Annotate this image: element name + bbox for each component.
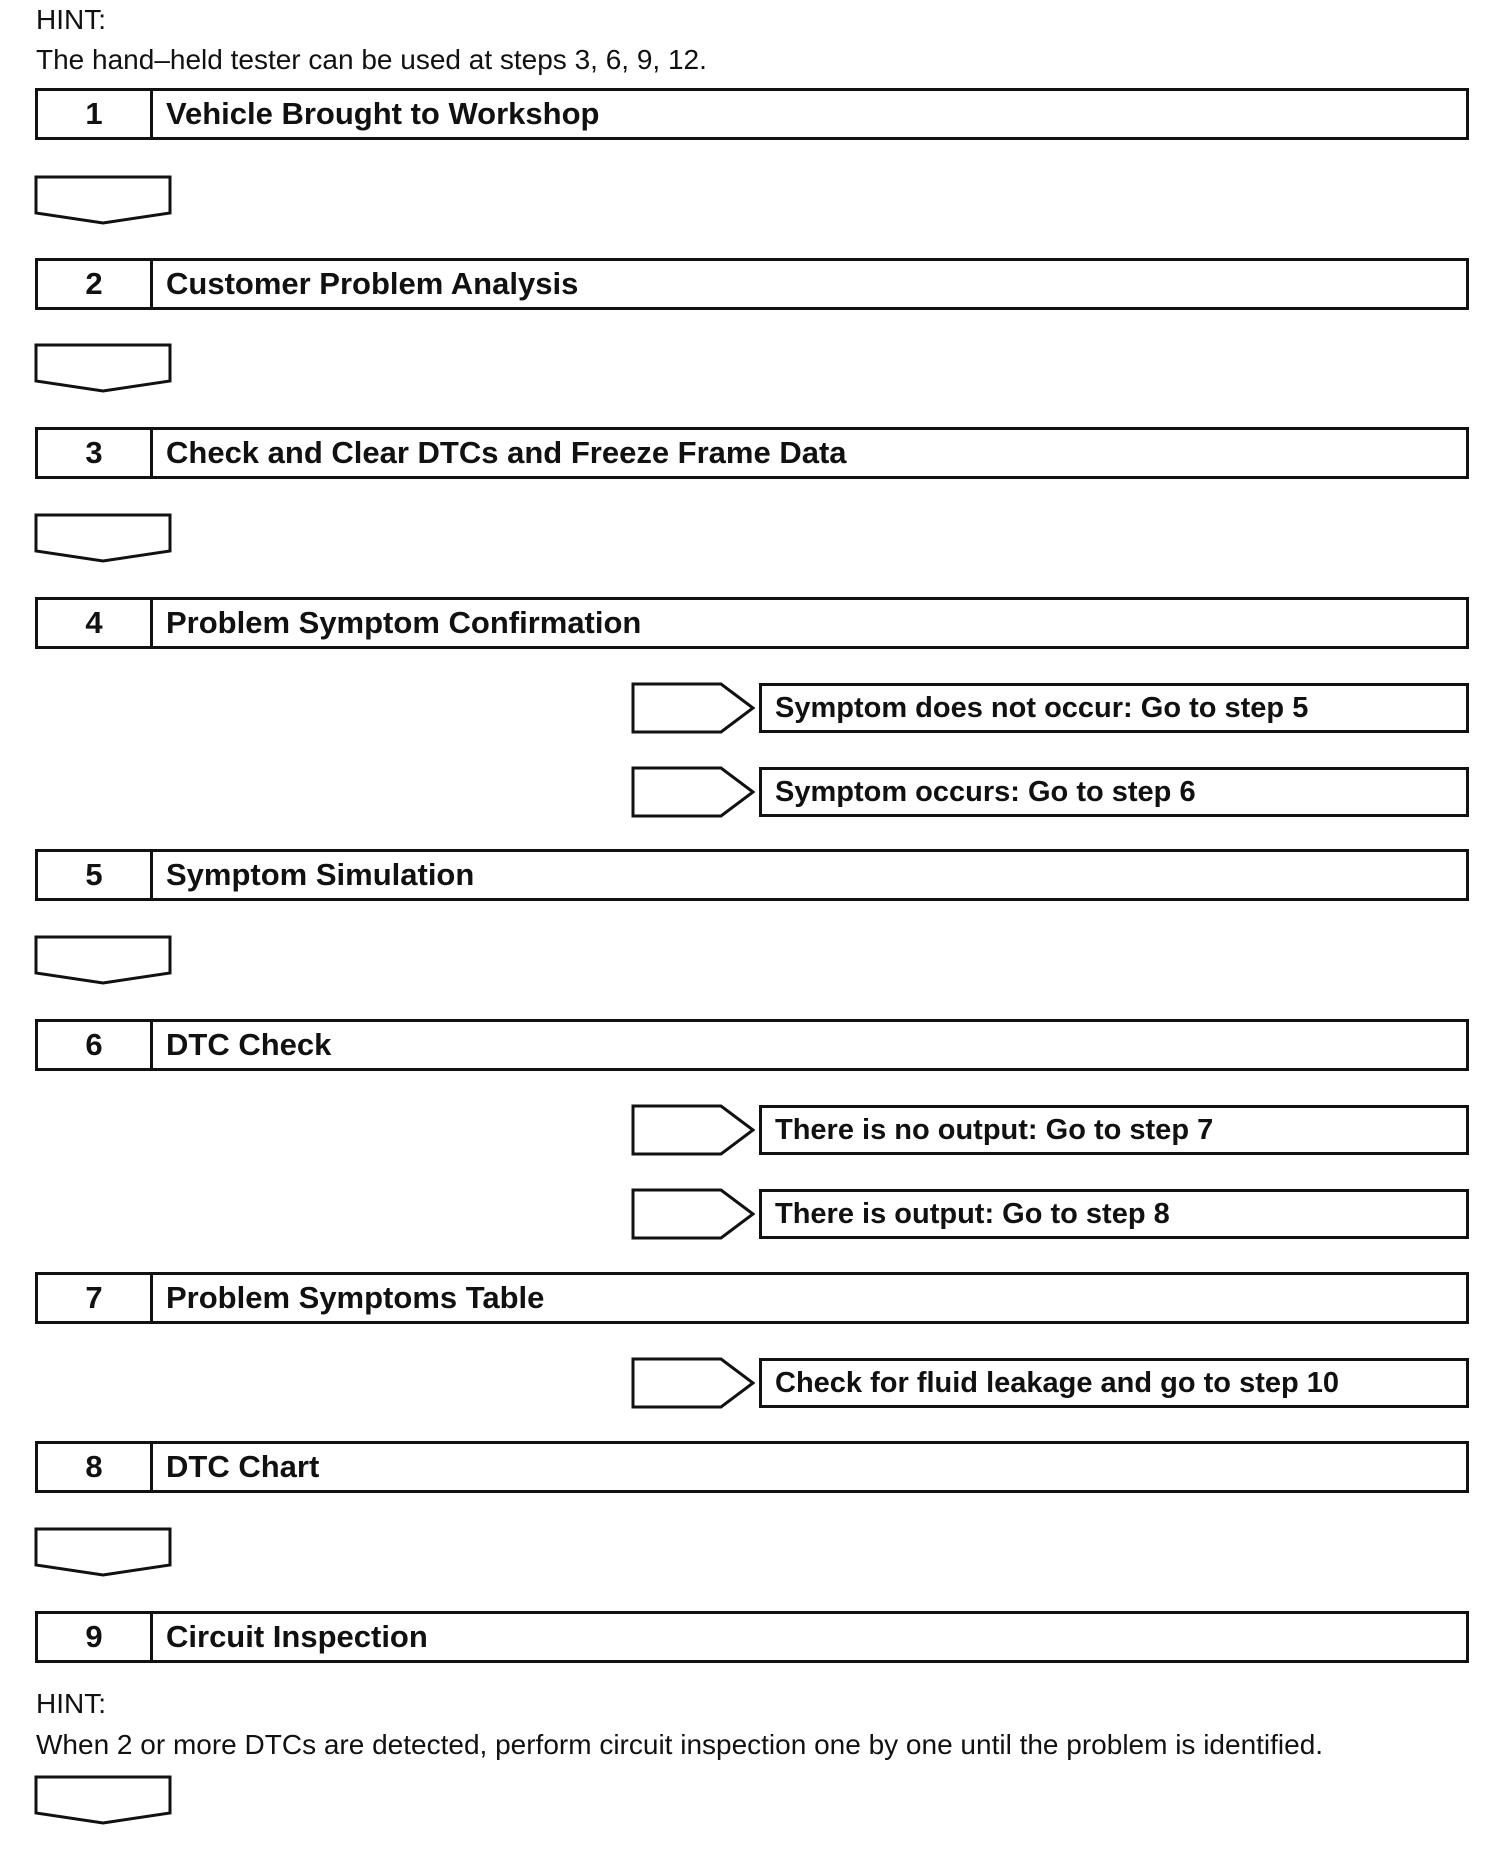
step-5-box xyxy=(35,849,1469,901)
step-6-title: DTC Check xyxy=(166,1027,332,1062)
step-4-result-symptom-occurs: Symptom occurs: Go to step 6 xyxy=(759,767,1469,817)
step-8-title: DTC Chart xyxy=(166,1449,320,1484)
hint-text-bottom: When 2 or more DTCs are detected, perform circuit inspection one by one until the problem is identified. xyxy=(36,1729,1324,1760)
hint-text-top: The hand–held tester can be used at steps 3, 6, 9, 12. xyxy=(36,44,707,75)
step-6-result-no-output: There is no output: Go to step 7 xyxy=(759,1105,1469,1155)
hint-label-bottom: HINT: xyxy=(36,1688,106,1719)
step-4-result-no-symptom: Symptom does not occur: Go to step 5 xyxy=(759,683,1469,733)
step-6-box xyxy=(35,1019,1469,1071)
step-8-box xyxy=(35,1441,1469,1493)
step-3-number: 3 xyxy=(38,430,153,476)
right-arrow-icon xyxy=(631,1104,755,1156)
step-1-box xyxy=(35,88,1469,140)
step-5-title: Symptom Simulation xyxy=(166,857,475,892)
step-4-number: 4 xyxy=(38,600,153,646)
step-2-title: Customer Problem Analysis xyxy=(166,266,579,301)
right-arrow-icon xyxy=(631,1188,755,1240)
right-arrow-icon xyxy=(631,682,755,734)
right-arrow-icon xyxy=(631,766,755,818)
step-1-title: Vehicle Brought to Workshop xyxy=(166,96,600,131)
step-9-box xyxy=(35,1611,1469,1663)
step-4-title: Problem Symptom Confirmation xyxy=(166,605,642,640)
step-7-box xyxy=(35,1272,1469,1324)
step-9-number: 9 xyxy=(38,1614,153,1660)
down-arrow-icon xyxy=(34,175,172,225)
hint-label-top: HINT: xyxy=(36,4,106,35)
step-1-number: 1 xyxy=(38,91,153,137)
down-arrow-icon xyxy=(34,343,172,393)
down-arrow-icon xyxy=(34,1775,172,1825)
down-arrow-icon xyxy=(34,1527,172,1577)
step-9-title: Circuit Inspection xyxy=(166,1619,428,1654)
step-8-number: 8 xyxy=(38,1444,153,1490)
down-arrow-icon xyxy=(34,513,172,563)
step-2-number: 2 xyxy=(38,261,153,307)
step-7-number: 7 xyxy=(38,1275,153,1321)
step-3-title: Check and Clear DTCs and Freeze Frame Data xyxy=(166,435,847,470)
step-2-box xyxy=(35,258,1469,310)
step-7-title: Problem Symptoms Table xyxy=(166,1280,545,1315)
step-3-box xyxy=(35,427,1469,479)
down-arrow-icon xyxy=(34,935,172,985)
step-6-number: 6 xyxy=(38,1022,153,1068)
step-7-result-fluid-leakage: Check for fluid leakage and go to step 10 xyxy=(759,1358,1469,1408)
right-arrow-icon xyxy=(631,1357,755,1409)
step-4-box xyxy=(35,597,1469,649)
step-6-result-output: There is output: Go to step 8 xyxy=(759,1189,1469,1239)
step-5-number: 5 xyxy=(38,852,153,898)
